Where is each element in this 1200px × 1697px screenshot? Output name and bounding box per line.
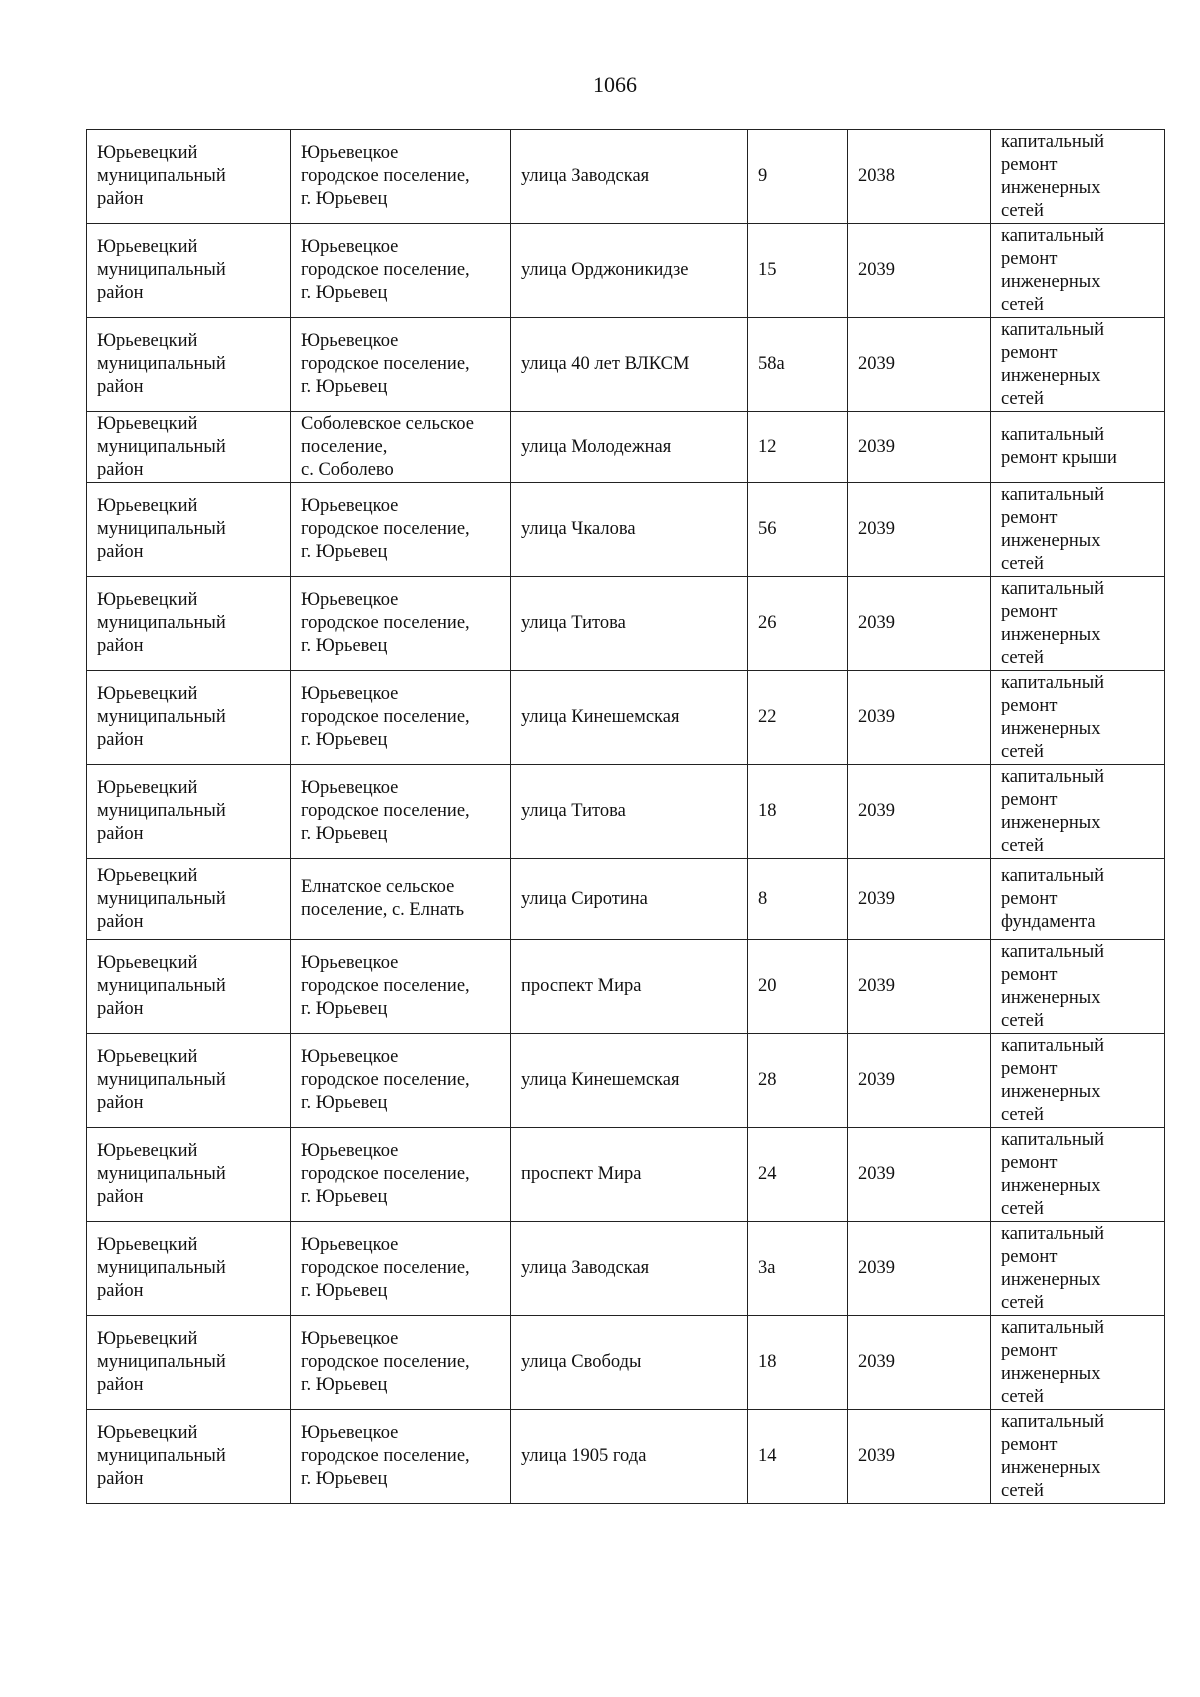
work-type-cell [991,940,1165,1034]
work-type-cell-line: ремонт [1001,888,1058,909]
district-cell-line: Юрьевецкий [97,496,198,516]
district-cell-line: муниципальный [97,976,226,996]
page-number: 1066 [593,72,637,97]
work-type-cell-line: ремонт [1001,601,1058,622]
work-type-cell-line: сетей [1001,553,1044,574]
district-cell [87,1316,291,1410]
district-cell-line: муниципальный [97,260,226,280]
settlement-cell-line: г. Юрьевец [301,1281,388,1301]
street-cell: улица 1905 года [511,1410,748,1504]
district-cell-line: район [97,542,144,562]
work-type-cell-line: ремонт [1001,154,1058,175]
work-type-cell-line: сетей [1001,1010,1044,1031]
house-number-cell: 24 [748,1128,848,1222]
district-cell-line: район [97,636,144,656]
work-type-cell-line: фундамента [1001,911,1096,932]
district-cell-line: Юрьевецкий [97,331,198,351]
district-cell-line: район [97,824,144,844]
settlement-cell-line: г. Юрьевец [301,1093,388,1113]
district-cell-line: Юрьевецкий [97,590,198,610]
house-repair-table [86,129,1165,1504]
work-type-cell-line: инженерных [1001,812,1101,833]
year-cell: 2039 [848,859,991,940]
settlement-cell-line: городское поселение, [301,976,470,996]
work-type-cell-line: капитальный [1001,1317,1105,1338]
work-type-cell-line: инженерных [1001,718,1101,739]
work-type-cell-line: инженерных [1001,987,1101,1008]
district-cell-line: район [97,1187,144,1207]
table-row [87,1034,1165,1128]
settlement-cell-line: г. Юрьевец [301,1469,388,1489]
year-cell: 2039 [848,1222,991,1316]
settlement-cell-line: городское поселение, [301,260,470,280]
table-body [87,130,1165,1504]
table-row [87,1316,1165,1410]
house-number-cell: 22 [748,671,848,765]
house-number-cell: 18 [748,765,848,859]
settlement-cell [291,412,511,483]
district-cell-line: район [97,911,144,932]
district-cell-line: муниципальный [97,436,226,457]
table-row [87,224,1165,318]
table-row [87,859,1165,940]
work-type-cell-line: капитальный [1001,1129,1105,1150]
table-row [87,671,1165,765]
district-cell [87,765,291,859]
work-type-cell-line: инженерных [1001,271,1101,292]
work-type-cell-line: ремонт [1001,964,1058,985]
settlement-cell-line: городское поселение, [301,166,470,186]
settlement-cell [291,1222,511,1316]
settlement-cell-line: Юрьевецкое [301,1423,399,1443]
district-cell-line: район [97,377,144,397]
district-cell-line: район [97,459,144,480]
house-number-cell: 9 [748,130,848,224]
district-cell-line: Юрьевецкий [97,684,198,704]
house-number-cell: 18 [748,1316,848,1410]
year-cell: 2039 [848,1034,991,1128]
year-cell: 2039 [848,671,991,765]
settlement-cell-line: г. Юрьевец [301,730,388,750]
year-cell: 2039 [848,577,991,671]
year-cell: 2039 [848,940,991,1034]
settlement-cell-line: Юрьевецкое [301,590,399,610]
year-cell: 2039 [848,483,991,577]
settlement-cell-line: городское поселение, [301,519,470,539]
work-type-cell-line: инженерных [1001,1457,1101,1478]
settlement-cell-line: городское поселение, [301,1070,470,1090]
district-cell-line: Юрьевецкий [97,778,198,798]
district-cell-line: Юрьевецкий [97,1141,198,1161]
work-type-cell-line: сетей [1001,1386,1044,1407]
work-type-cell [991,577,1165,671]
district-cell [87,940,291,1034]
district-cell-line: муниципальный [97,1446,226,1466]
work-type-cell [991,1034,1165,1128]
work-type-cell-line: сетей [1001,294,1044,315]
work-type-cell-line: капитальный [1001,225,1105,246]
settlement-cell-line: г. Юрьевец [301,1187,388,1207]
work-type-cell-line: ремонт [1001,1152,1058,1173]
work-type-cell [991,412,1165,483]
year-cell: 2039 [848,224,991,318]
table-row [87,483,1165,577]
work-type-cell [991,765,1165,859]
table-row [87,130,1165,224]
settlement-cell-line: г. Юрьевец [301,542,388,562]
district-cell [87,1034,291,1128]
work-type-cell-line: ремонт [1001,1246,1058,1267]
settlement-cell-line: Соболевское сельское [301,413,474,434]
settlement-cell [291,1034,511,1128]
settlement-cell-line: г. Юрьевец [301,189,388,209]
work-type-cell [991,483,1165,577]
district-cell-line: район [97,283,144,303]
house-number-cell: 15 [748,224,848,318]
work-type-cell-line: инженерных [1001,177,1101,198]
settlement-cell-line: Юрьевецкое [301,1329,399,1349]
street-cell: улица Заводская [511,130,748,224]
settlement-cell [291,130,511,224]
settlement-cell-line: Юрьевецкое [301,496,399,516]
settlement-cell [291,318,511,412]
work-type-cell-line: сетей [1001,200,1044,221]
district-cell-line: Юрьевецкий [97,237,198,257]
work-type-cell-line: сетей [1001,647,1044,668]
work-type-cell-line: ремонт [1001,789,1058,810]
work-type-cell-line: капитальный [1001,319,1105,340]
settlement-cell [291,765,511,859]
year-cell: 2039 [848,412,991,483]
district-cell-line: муниципальный [97,801,226,821]
table-row [87,577,1165,671]
district-cell-line: район [97,999,144,1019]
settlement-cell-line: Юрьевецкое [301,953,399,973]
table-row [87,940,1165,1034]
settlement-cell-line: городское поселение, [301,801,470,821]
district-cell-line: Юрьевецкий [97,1047,198,1067]
settlement-cell [291,224,511,318]
district-cell [87,1410,291,1504]
house-number-cell: 3а [748,1222,848,1316]
district-cell-line: муниципальный [97,1352,226,1372]
settlement-cell [291,577,511,671]
year-cell: 2039 [848,765,991,859]
house-number-cell: 28 [748,1034,848,1128]
work-type-cell-line: инженерных [1001,1269,1101,1290]
work-type-cell-line: капитальный [1001,672,1105,693]
settlement-cell-line: Юрьевецкое [301,331,399,351]
district-cell-line: Юрьевецкий [97,865,198,886]
table-row [87,765,1165,859]
street-cell: улица Кинешемская [511,671,748,765]
district-cell-line: муниципальный [97,166,226,186]
table-row [87,1410,1165,1504]
table-row [87,1128,1165,1222]
settlement-cell [291,1410,511,1504]
district-cell-line: Юрьевецкий [97,143,198,163]
district-cell-line: Юрьевецкий [97,953,198,973]
house-number-cell: 14 [748,1410,848,1504]
work-type-cell-line: сетей [1001,835,1044,856]
district-cell [87,130,291,224]
table-row [87,318,1165,412]
work-type-cell-line: инженерных [1001,1175,1101,1196]
work-type-cell-line: сетей [1001,741,1044,762]
street-cell: улица Чкалова [511,483,748,577]
district-cell-line: район [97,189,144,209]
settlement-cell-line: г. Юрьевец [301,1375,388,1395]
house-number-cell: 8 [748,859,848,940]
settlement-cell-line: г. Юрьевец [301,377,388,397]
work-type-cell-line: капитальный [1001,484,1105,505]
year-cell: 2039 [848,318,991,412]
work-type-cell-line: сетей [1001,388,1044,409]
house-number-cell: 58а [748,318,848,412]
work-type-cell-line: инженерных [1001,1081,1101,1102]
district-cell [87,671,291,765]
street-cell: проспект Мира [511,940,748,1034]
street-cell: улица Кинешемская [511,1034,748,1128]
year-cell: 2039 [848,1128,991,1222]
work-type-cell-line: ремонт [1001,695,1058,716]
work-type-cell-line: капитальный [1001,865,1105,886]
table-row [87,412,1165,483]
settlement-cell-line: городское поселение, [301,1258,470,1278]
settlement-cell-line: г. Юрьевец [301,999,388,1019]
settlement-cell-line: Елнатское сельское [301,877,455,897]
work-type-cell-line: инженерных [1001,1363,1101,1384]
work-type-cell-line: ремонт [1001,1434,1058,1455]
settlement-cell-line: городское поселение, [301,1352,470,1372]
district-cell-line: район [97,1093,144,1113]
district-cell [87,412,291,483]
district-cell [87,859,291,940]
work-type-cell-line: капитальный [1001,1411,1105,1432]
work-type-cell [991,130,1165,224]
settlement-cell-line: Юрьевецкое [301,1047,399,1067]
district-cell [87,577,291,671]
work-type-cell-line: капитальный [1001,766,1105,787]
district-cell-line: муниципальный [97,519,226,539]
work-type-cell-line: ремонт крыши [1001,448,1117,468]
work-type-cell-line: сетей [1001,1480,1044,1501]
work-type-cell-line: инженерных [1001,365,1101,386]
district-cell [87,224,291,318]
work-type-cell-line: ремонт [1001,507,1058,528]
work-type-cell [991,224,1165,318]
work-type-cell-line: капитальный [1001,1035,1105,1056]
settlement-cell-line: Юрьевецкое [301,143,399,163]
work-type-cell-line: капитальный [1001,941,1105,962]
work-type-cell [991,671,1165,765]
district-cell-line: район [97,1281,144,1301]
district-cell-line: муниципальный [97,1258,226,1278]
settlement-cell-line: г. Юрьевец [301,283,388,303]
district-cell-line: муниципальный [97,1070,226,1090]
street-cell: улица Титова [511,577,748,671]
work-type-cell [991,1316,1165,1410]
settlement-cell-line: городское поселение, [301,707,470,727]
street-cell: улица 40 лет ВЛКСМ [511,318,748,412]
district-cell-line: Юрьевецкий [97,1329,198,1349]
street-cell: проспект Мира [511,1128,748,1222]
district-cell [87,483,291,577]
work-type-cell-line: инженерных [1001,624,1101,645]
street-cell: улица Заводская [511,1222,748,1316]
year-cell: 2039 [848,1316,991,1410]
work-type-cell [991,1410,1165,1504]
house-number-cell: 26 [748,577,848,671]
settlement-cell-line: городское поселение, [301,1446,470,1466]
street-cell: улица Свободы [511,1316,748,1410]
street-cell: улица Титова [511,765,748,859]
district-cell-line: муниципальный [97,613,226,633]
settlement-cell [291,1316,511,1410]
house-number-cell: 56 [748,483,848,577]
street-cell: улица Орджоникидзе [511,224,748,318]
district-cell-line: район [97,1375,144,1395]
settlement-cell-line: Юрьевецкое [301,1141,399,1161]
settlement-cell-line: Юрьевецкое [301,684,399,704]
settlement-cell [291,483,511,577]
work-type-cell-line: ремонт [1001,1058,1058,1079]
work-type-cell-line: ремонт [1001,248,1058,269]
settlement-cell [291,940,511,1034]
district-cell-line: муниципальный [97,354,226,374]
work-type-cell-line: капитальный [1001,425,1105,445]
house-number-cell: 12 [748,412,848,483]
settlement-cell-line: городское поселение, [301,354,470,374]
district-cell-line: муниципальный [97,707,226,727]
settlement-cell-line: поселение, [301,436,388,457]
district-cell-line: Юрьевецкий [97,413,198,434]
work-type-cell [991,1222,1165,1316]
year-cell: 2038 [848,130,991,224]
work-type-cell [991,1128,1165,1222]
settlement-cell-line: г. Юрьевец [301,636,388,656]
work-type-cell [991,318,1165,412]
district-cell-line: район [97,730,144,750]
work-type-cell-line: инженерных [1001,530,1101,551]
house-number-cell: 20 [748,940,848,1034]
district-cell-line: муниципальный [97,1164,226,1184]
district-cell [87,318,291,412]
settlement-cell-line: Юрьевецкое [301,237,399,257]
street-cell: улица Молодежная [511,412,748,483]
work-type-cell-line: капитальный [1001,1223,1105,1244]
settlement-cell [291,1128,511,1222]
work-type-cell-line: сетей [1001,1198,1044,1219]
district-cell-line: Юрьевецкий [97,1235,198,1255]
settlement-cell-line: г. Юрьевец [301,824,388,844]
work-type-cell-line: ремонт [1001,1340,1058,1361]
settlement-cell-line: Юрьевецкое [301,1235,399,1255]
settlement-cell-line: Юрьевецкое [301,778,399,798]
table-row [87,1222,1165,1316]
work-type-cell [991,859,1165,940]
district-cell-line: Юрьевецкий [97,1423,198,1443]
work-type-cell-line: сетей [1001,1292,1044,1313]
district-cell-line: муниципальный [97,888,226,909]
street-cell: улица Сиротина [511,859,748,940]
settlement-cell [291,859,511,940]
work-type-cell-line: капитальный [1001,578,1105,599]
settlement-cell-line: с. Соболево [301,459,394,480]
district-cell-line: район [97,1469,144,1489]
settlement-cell [291,671,511,765]
settlement-cell-line: городское поселение, [301,1164,470,1184]
work-type-cell-line: сетей [1001,1104,1044,1125]
settlement-cell-line: городское поселение, [301,613,470,633]
district-cell [87,1128,291,1222]
work-type-cell-line: капитальный [1001,131,1105,152]
work-type-cell-line: ремонт [1001,342,1058,363]
district-cell [87,1222,291,1316]
year-cell: 2039 [848,1410,991,1504]
settlement-cell-line: поселение, с. Елнать [301,900,465,920]
